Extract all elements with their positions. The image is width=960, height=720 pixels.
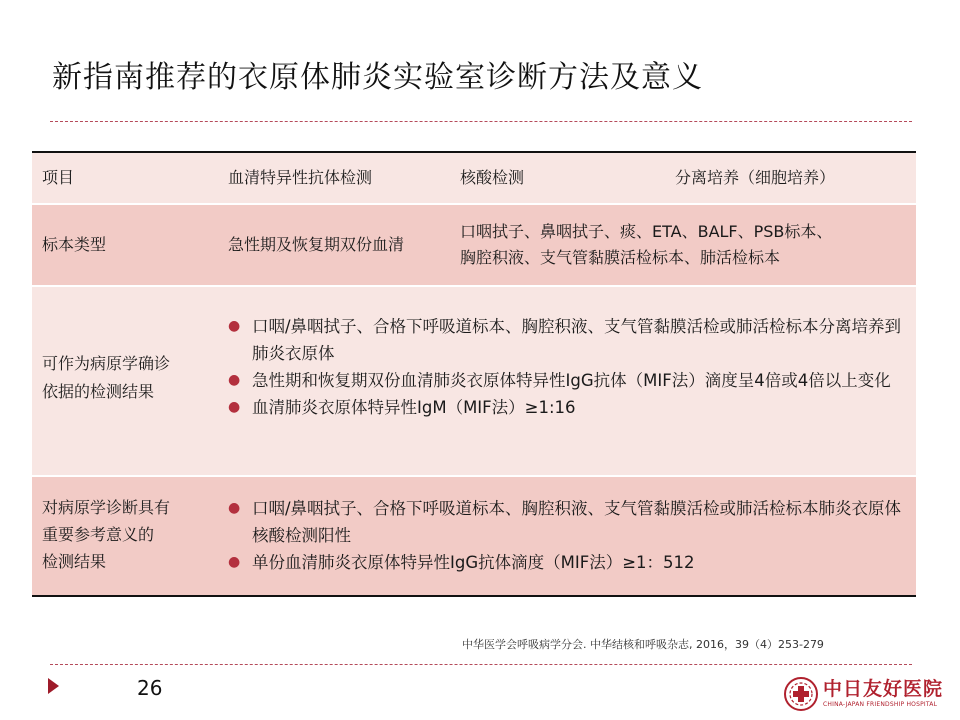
hospital-logo: [783, 672, 944, 716]
confirm-bullet-list: [228, 313, 908, 421]
list-item: ● 口咽/鼻咽拭子、合格下呼吸道标本、胸腔积液、支气管黏膜活检或肺活检标本分离培养到肺炎衣原体: [228, 313, 908, 367]
confirm-label-line-1: 可作为病原学确诊: [42, 354, 171, 373]
table-row-confirm: [32, 287, 916, 477]
header-item: 项目: [42, 168, 75, 187]
specimen-serum: 急性期及恢复期双份血清: [228, 235, 405, 254]
important-label-line-1: 对病原学诊断具有: [42, 498, 171, 517]
table-header-row: [32, 153, 916, 205]
important-label-line-3: 检测结果: [42, 552, 107, 571]
hospital-name: 中日友好医院: [823, 678, 944, 700]
specimen-label: 标本类型: [42, 235, 107, 254]
header-culture: 分离培养（细胞培养）: [675, 168, 836, 187]
triangle-marker-icon: [48, 678, 59, 694]
reference-citation: 中华医学会呼吸病学分会. 中华结核和呼吸杂志, 2016，39（4）253-279: [462, 638, 824, 651]
header-nucleic-acid: 核酸检测: [460, 168, 525, 187]
important-label-line-2: 重要参考意义的: [42, 525, 155, 544]
table-row-important: [32, 477, 916, 595]
confirm-label-line-2: 依据的检测结果: [42, 382, 155, 401]
list-item: ● 单份血清肺炎衣原体特异性IgG抗体滴度（MIF法）≥1：512: [228, 549, 908, 576]
slide-title: 新指南推荐的衣原体肺炎实验室诊断方法及意义: [52, 60, 703, 95]
table-row-specimen: [32, 205, 916, 287]
page-number: 26: [137, 676, 163, 700]
hospital-english-name: CHINA-JAPAN FRIENDSHIP HOSPITAL: [823, 701, 938, 708]
specimen-line-1: 口咽拭子、鼻咽拭子、痰、ETA、BALF、PSB标本、: [460, 222, 833, 241]
list-item: ● 口咽/鼻咽拭子、合格下呼吸道标本、胸腔积液、支气管黏膜活检或肺活检标本肺炎衣原体核酸检测阳性: [228, 495, 908, 549]
top-divider: [50, 121, 912, 122]
list-item: ● 急性期和恢复期双份血清肺炎衣原体特异性IgG抗体（MIF法）滴度呈4倍或4倍以上变化: [228, 367, 908, 394]
bottom-divider: [50, 664, 912, 665]
list-item: ● 血清肺炎衣原体特异性IgM（MIF法）≥1:16: [228, 394, 908, 421]
header-serum-antibody: 血清特异性抗体检测: [228, 168, 373, 187]
important-bullet-list: [228, 495, 908, 576]
specimen-line-2: 胸腔积液、支气管黏膜活检标本、肺活检标本: [460, 248, 781, 267]
diagnosis-table: [32, 151, 916, 597]
hospital-emblem-icon: [783, 676, 819, 712]
